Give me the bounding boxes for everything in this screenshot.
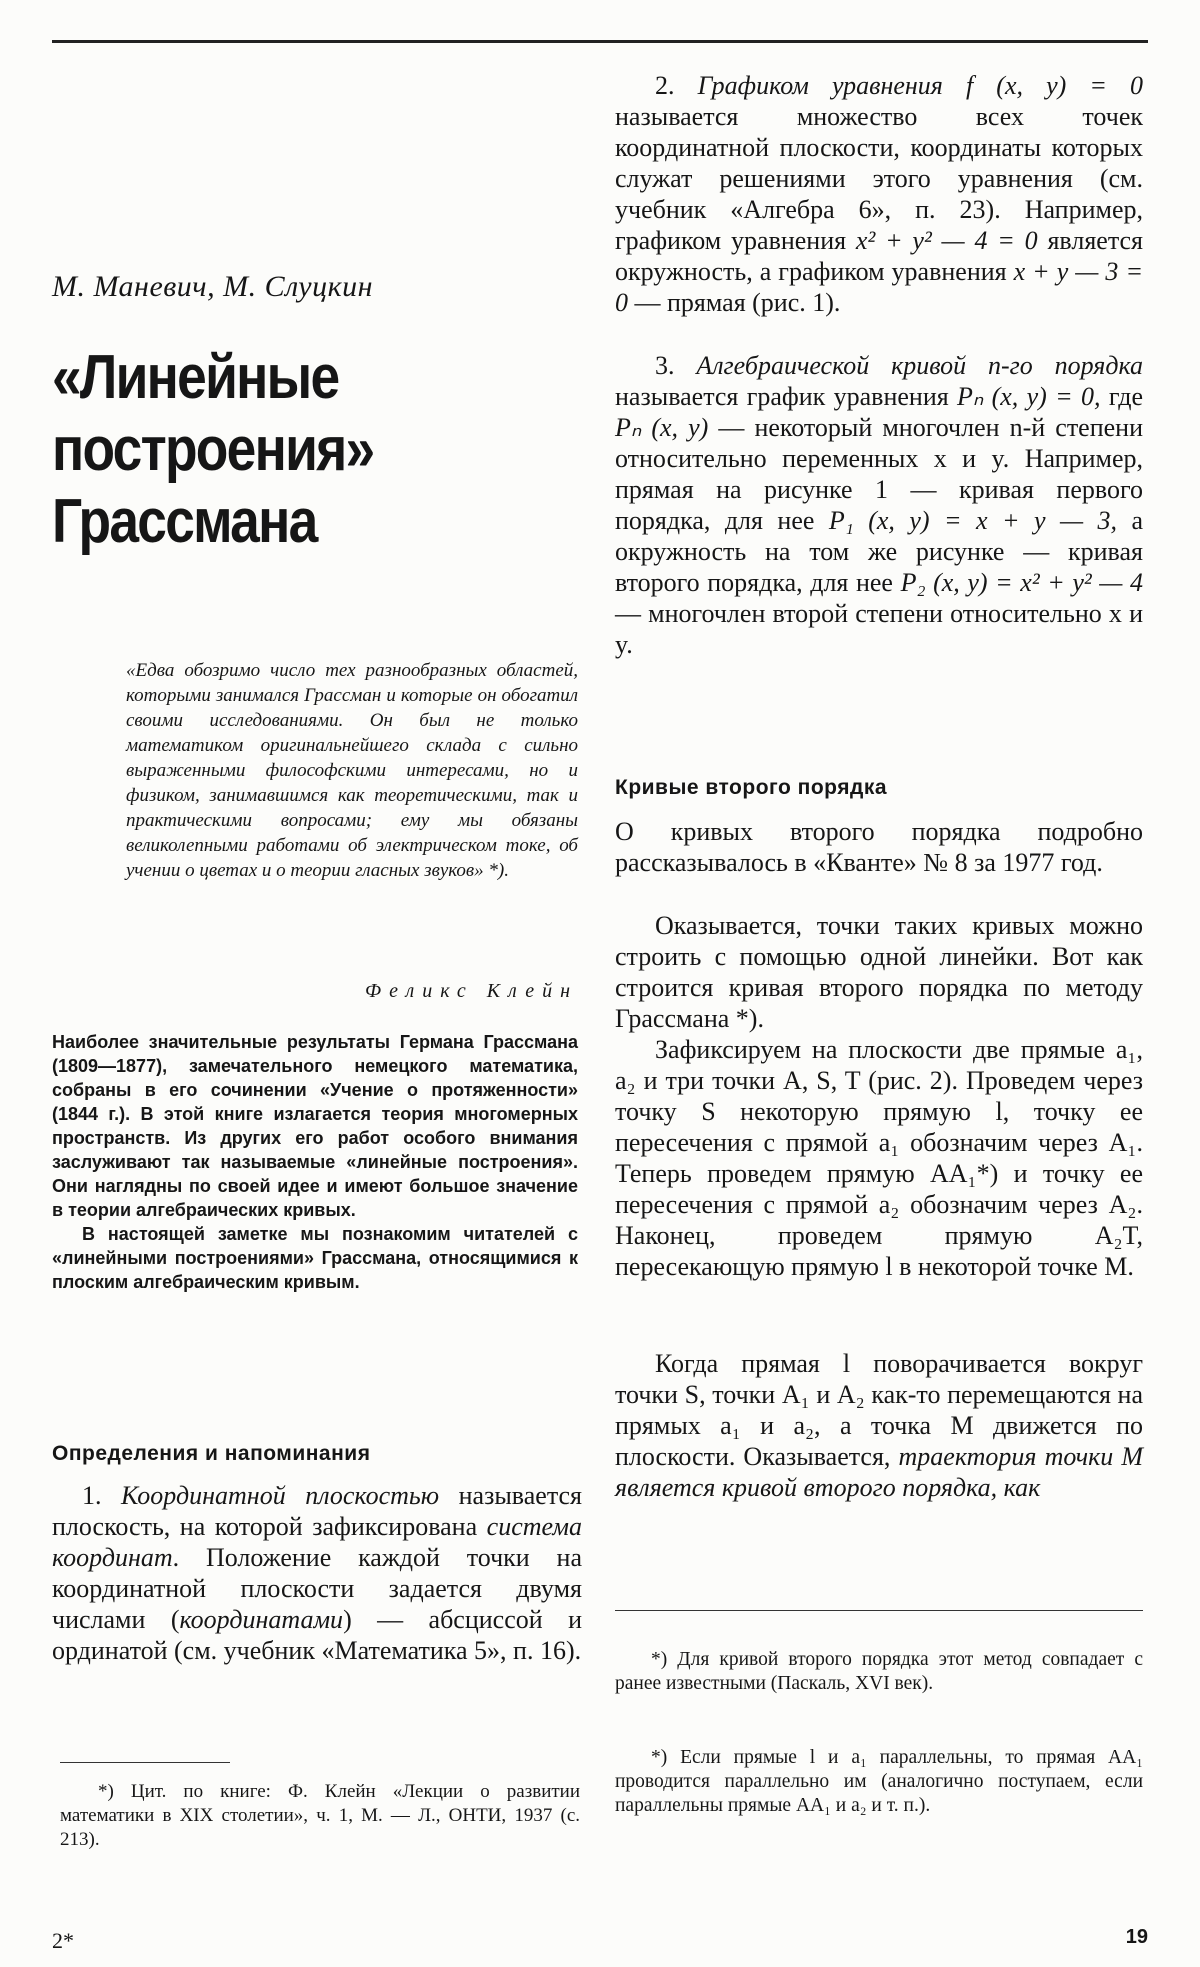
def1-number: 1. — [82, 1481, 102, 1510]
section2-paragraph-1: О кривых второго порядка подробно рассказывалось в «Кванте» № 8 за 1977 год. — [615, 817, 1143, 877]
section-heading-second-order-curves: Кривые второго порядка — [615, 776, 888, 799]
definition-3 — [615, 350, 1143, 660]
def3-equation-4: P₂ (x, y) = x² + y² — 4 — [900, 568, 1144, 597]
title-line-2: построения» — [52, 415, 374, 484]
def1-term-2: система координат — [52, 1512, 582, 1572]
page-number: 19 — [1125, 1926, 1148, 1948]
intro — [52, 1030, 578, 1294]
section-heading-definitions: Определения и напоминания — [52, 1442, 371, 1465]
top-rule — [52, 40, 1148, 43]
def1-text-c: . Положение каждой точки на координатной плоскости задается двумя числами ( — [52, 1543, 582, 1634]
def3-equation-2: Pₙ (x, y) — [615, 413, 709, 442]
section2-p4-text-a: Когда прямая l поворачивается вокруг точки S, точки A₁ и A₂ как-то перемещаются на прямых a₁ и a₂, а точка M движется по плоскости. Оказывается, — [615, 1349, 1143, 1471]
section2-paragraph-2: Оказывается, точки таких кривых можно строить с помощью одной линейки. Вот как строится кривая второго порядка по методу Грассмана *). — [615, 911, 1143, 1033]
def2-text-a: называется множество всех точек координатной плоскости, координаты которых служат решениями этого уравнения (см. учебник «Алгебра 6», п. 23). Например, графиком уравнения — [615, 102, 1143, 255]
footnote-rule-right — [615, 1610, 1143, 1611]
def3-text-d: а окружность на том же рисунке — кривая второго порядка, для нее — [615, 506, 1144, 597]
definition-1 — [52, 1480, 582, 1666]
footnote-right-1: *) Для кривой второго порядка этот метод совпадает с ранее известными (Паскаль, XVI век). — [615, 1649, 1143, 1694]
title-line-3: Грассмана — [52, 487, 317, 556]
epigraph: «Едва обозримо число тех разнообразных областей, которыми занимался Грассман и которые он обогатил своими исследованиями. Он был не только математиком оригинальнейшего склада с сильно выраженными философскими интересами, но и физиком, занимавшимся как теоретическими, так и практическими вопросами; ему мы обязаны великолепными работами об электрическом токе, об учении о цветах и о теории гласных звуков» *). — [126, 660, 578, 881]
def2-equation-3: x + y — 3 = 0 — [615, 257, 1143, 317]
footnote-rule-left — [60, 1762, 230, 1763]
def3-equation: Pₙ (x, y) = 0, — [957, 382, 1101, 411]
def2-equation-2: x² + y² — 4 = 0 — [855, 226, 1038, 255]
section2-paragraph-4 — [615, 1348, 1143, 1503]
def2-equation: f (x, y) = 0 — [965, 71, 1143, 100]
def2-number: 2. — [655, 71, 675, 100]
def3-equation-3: P₁ (x, y) = x + y — 3, — [828, 506, 1118, 535]
authors: М. Маневич, М. Слуцкин — [52, 270, 374, 303]
def2-text-b: является окружность, а графиком уравнения — [615, 226, 1144, 286]
def1-text-e: ) — абсциссой и ординатой (см. учебник «Математика 5», п. 16). — [52, 1605, 582, 1665]
intro-paragraph-1: Наиболее значительные результаты Германа Грассмана (1809—1877), замечательного немецкого математика, собраны в его сочинении «Учение о протяженности» (1844 г.). В этой книге излагается теория многомерных пространств. Из других его работ особого внимания заслуживают так называемые «линейные построения». Они наглядны по своей идее и имеют большое значение в теории алгебраических кривых. — [52, 1032, 578, 1220]
def3-text-c: — некоторый многочлен n-й степени относительно переменных x и y. Например, прямая на рисунке 1 — кривая первого порядка, для нее — [615, 413, 1144, 535]
title-line-1: «Линейные — [52, 343, 339, 412]
def2-text-c: — прямая (рис. 1). — [634, 288, 841, 317]
section2-paragraph-3: Зафиксируем на плоскости две прямые a₁, a₂ и три точки A, S, T (рис. 2). Проведем через точку S некоторую прямую l, точку ее пересечения с прямой a₁ обозначим через A₁. Теперь проведем прямую AA₁*) и точку ее пересечения с прямой a₂ обозначим через A₂. Наконец, проведем прямую A₂T, пересекающую прямую l в некоторой точке M. — [615, 1035, 1143, 1281]
def3-text-b: где — [1108, 382, 1143, 411]
def3-text-a: называется график уравнения — [615, 382, 949, 411]
epigraph-author: Феликс Клейн — [365, 980, 578, 1002]
def1-term: Координатной плоскостью — [121, 1481, 440, 1510]
section2-p4-text-c: , как — [990, 1473, 1041, 1502]
def3-term: Алгебраической кривой n-го порядка — [696, 351, 1144, 380]
article-title — [52, 342, 373, 558]
section2-p4-emphasis: траектория точки M является кривой второго порядка — [615, 1442, 1144, 1502]
page-signature: 2* — [52, 1928, 74, 1953]
def2-term: Графиком уравнения — [697, 71, 943, 100]
def3-text-e: — многочлен второй степени относительно x и y. — [615, 599, 1143, 659]
def1-term-3: координатами — [179, 1605, 344, 1634]
footnote-right-2: *) Если прямые l и a₁ параллельны, то прямая AA₁ проводится параллельно им (аналогично поступаем, если параллельны прямые AA₁ и a₂ и т. п.). — [615, 1747, 1143, 1816]
intro-paragraph-2: В настоящей заметке мы познакомим читателей с «линейными построениями» Грассмана, относящимися к плоским алгебраическим кривым. — [52, 1224, 578, 1292]
def3-number: 3. — [655, 351, 675, 380]
footnote-left: *) Цит. по книге: Ф. Клейн «Лекции о развитии математики в XIX столетии», ч. 1, М. — Л., ОНТИ, 1937 (с. 213). — [60, 1781, 580, 1850]
definition-2 — [615, 70, 1143, 318]
def1-text-a: называется плоскость, на которой зафиксирована — [52, 1481, 582, 1541]
